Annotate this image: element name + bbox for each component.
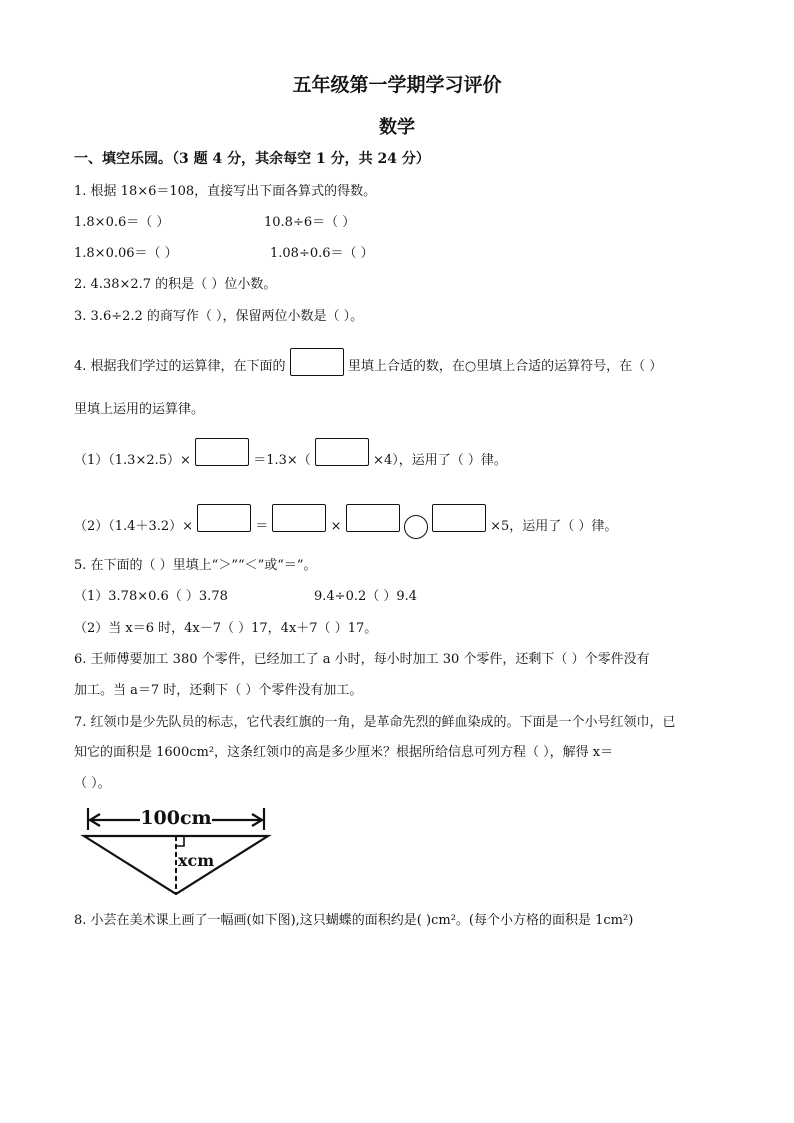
q4-stem-b: 里填上合适的数，在○里填上合适的运算符号，在（ ） [347, 359, 663, 374]
q4-part2-eq: ＝ [255, 519, 269, 534]
answer-box [346, 504, 400, 532]
q1-stem: 1. 根据 18×6＝108，直接写出下面各算式的得数。 [74, 184, 377, 199]
answer-box [197, 504, 251, 532]
q3-text: 3. 3.6÷2.2 的商写作（ ），保留两位小数是（ ）。 [74, 309, 364, 324]
subject-title: 数学 [379, 117, 415, 138]
q1-item-d: 1.08÷0.6＝（ ） [270, 246, 374, 261]
answer-box [195, 438, 249, 466]
q7-line2: 知它的面积是 1600cm²，这条红领巾的高是多少厘米？根据所给信息可列方程（ ），解得 x＝ [74, 745, 614, 760]
q7-line3: （ ）。 [74, 776, 111, 791]
q4-part2-end: ×5，运用了（ ）律。 [490, 519, 618, 534]
q7-line1: 7. 红领巾是少先队员的标志，它代表红旗的一角，是革命先烈的鲜血染成的。下面是一个小号红领巾，已 [74, 715, 676, 730]
answer-box [290, 348, 344, 376]
q4-part1-c: ×4），运用了（ ）律。 [373, 453, 507, 468]
q5-item-a: （1）3.78×0.6（ ）3.78 [74, 589, 228, 604]
fig-height-label: xcm [178, 851, 215, 870]
q5-stem: 5. 在下面的（ ）里填上“＞”“＜”或“＝”。 [74, 558, 317, 573]
q4-part2-a: （2）（1.4＋3.2）× [74, 519, 194, 534]
q4-part2-times: × [330, 519, 342, 534]
q5-item-b: 9.4÷0.2（ ）9.4 [314, 589, 418, 604]
q4-part1-b: ＝1.3×（ [253, 453, 311, 468]
q4-stem-a: 4. 根据我们学过的运算律，在下面的 [74, 359, 286, 374]
answer-box [432, 504, 486, 532]
page-title: 五年级第一学期学习评价 [292, 74, 502, 96]
q1-item-c: 1.8×0.06＝（ ） [74, 246, 178, 261]
q4-part1-a: （1）（1.3×2.5）× [74, 453, 191, 468]
scarf-figure [78, 800, 278, 898]
fig-base-label: 100cm [140, 807, 212, 829]
operator-circle [404, 515, 428, 539]
q4-stem-line1 [74, 348, 662, 382]
q4-part1 [74, 438, 507, 476]
answer-box [315, 438, 369, 466]
q1-item-a: 1.8×0.6＝（ ） [74, 215, 170, 230]
q6-line2: 加工。当 a＝7 时，还剩下（ ）个零件没有加工。 [74, 683, 363, 698]
q6-line1: 6. 王师傅要加工 380 个零件，已经加工了 a 小时，每小时加工 30 个零件，还剩下（ ）个零件没有 [74, 652, 650, 667]
right-angle-mark [176, 836, 184, 846]
q2-text: 2. 4.38×2.7 的积是（ ）位小数。 [74, 277, 277, 292]
q8-text: 8. 小芸在美术课上画了一幅画(如下图),这只蝴蝶的面积约是( )cm²。(每个小方格的面积是 1cm²) [74, 913, 634, 928]
q5-item-c: （2）当 x＝6 时，4x－7（ ）17，4x＋7（ ）17。 [74, 621, 378, 636]
q4-part2 [74, 504, 617, 542]
section-heading: 一、填空乐园。（3 题 4 分，其余每空 1 分，共 24 分） [74, 151, 430, 167]
answer-box [272, 504, 326, 532]
q1-item-b: 10.8÷6＝（ ） [264, 215, 356, 230]
q4-stem-c: 里填上运用的运算律。 [74, 402, 205, 417]
